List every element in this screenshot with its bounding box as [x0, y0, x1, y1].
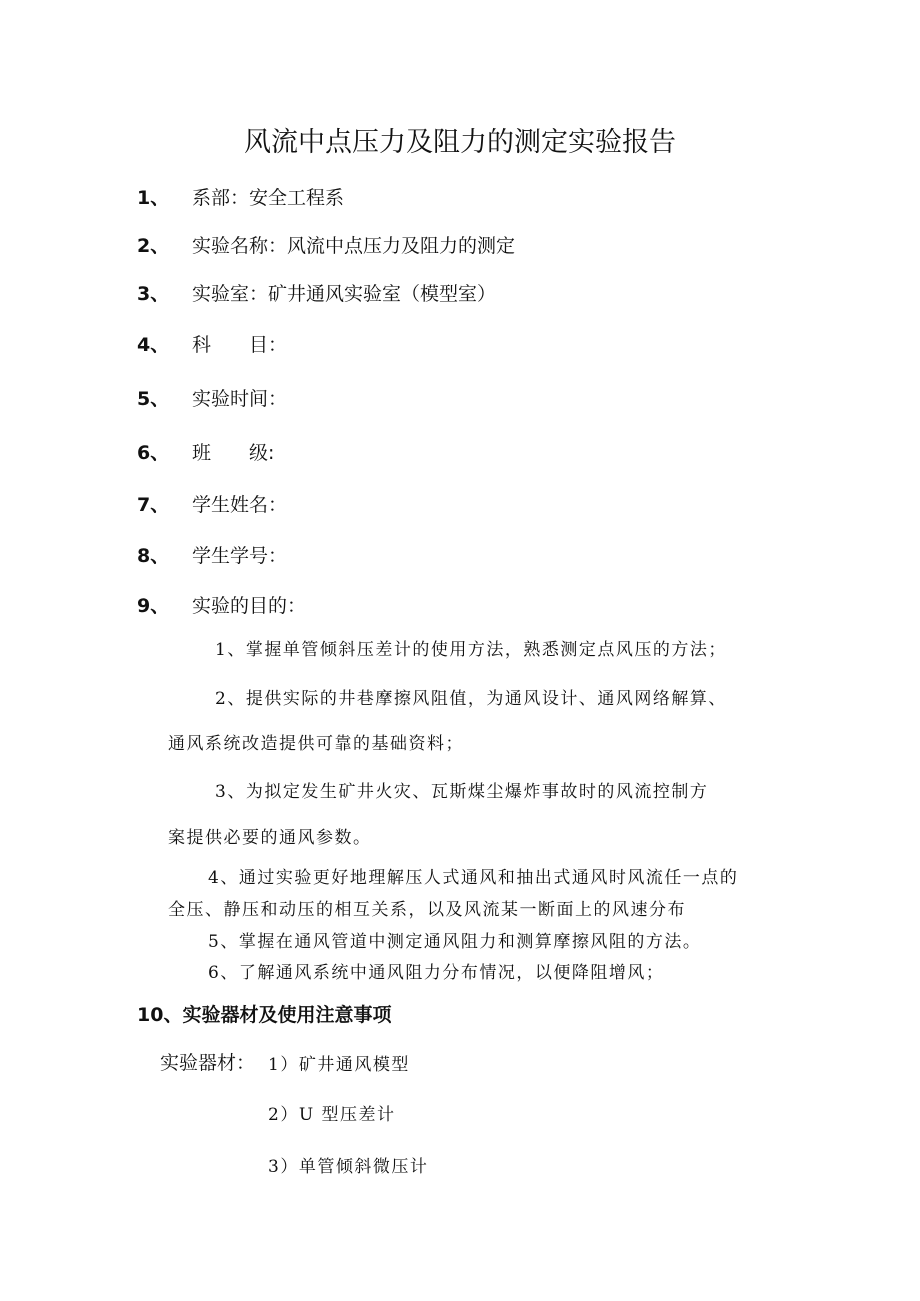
- department-label: 系部：安全工程系: [192, 187, 345, 209]
- item-number: 8、: [137, 545, 170, 567]
- equipment-item: 1）矿井通风模型: [268, 1055, 410, 1075]
- item-number: 2、: [137, 235, 170, 257]
- item-number: 3、: [137, 283, 170, 305]
- purpose-line: 6、了解通风系统中通风阻力分布情况，以便降阻增风；: [208, 963, 665, 983]
- purpose-line: 3、为拟定发生矿井火灾、瓦斯煤尘爆炸事故时的风流控制方: [215, 782, 709, 802]
- purpose-heading: 实验的目的：: [192, 595, 307, 617]
- section-10-heading: 10、实验器材及使用注意事项: [137, 1004, 392, 1026]
- student-name-label: 学生姓名：: [192, 494, 288, 516]
- student-id-label: 学生学号：: [192, 545, 288, 567]
- equipment-item: 3）单管倾斜微压计: [268, 1157, 429, 1177]
- equipment-label: 实验器材：: [160, 1052, 256, 1074]
- page-title: 风流中点压力及阻力的测定实验报告: [244, 127, 676, 158]
- item-number: 4、: [137, 334, 170, 356]
- purpose-line: 5、掌握在通风管道中测定通风阻力和测算摩擦风阻的方法。: [208, 932, 702, 952]
- purpose-line: 全压、静压和动压的相互关系，以及风流某一断面上的风速分布: [168, 900, 686, 920]
- purpose-line: 2、提供实际的井巷摩擦风阻值，为通风设计、通风网络解算、: [215, 689, 727, 709]
- laboratory-label: 实验室：矿井通风实验室（模型室）: [192, 283, 497, 305]
- purpose-line: 1、掌握单管倾斜压差计的使用方法，熟悉测定点风压的方法；: [215, 640, 727, 660]
- subject-label: 科 目：: [192, 334, 288, 356]
- experiment-time-label: 实验时间：: [192, 388, 288, 410]
- item-number: 6、: [137, 442, 170, 464]
- item-number: 9、: [137, 595, 170, 617]
- item-number: 5、: [137, 388, 170, 410]
- purpose-line: 案提供必要的通风参数。: [168, 828, 372, 848]
- item-number: 7、: [137, 494, 170, 516]
- class-label: 班 级:: [192, 442, 275, 464]
- equipment-item: 2）U 型压差计: [268, 1105, 396, 1125]
- experiment-name-label: 实验名称：风流中点压力及阻力的测定: [192, 235, 516, 257]
- item-number: 1、: [137, 187, 170, 209]
- purpose-line: 4、通过实验更好地理解压人式通风和抽出式通风时风流任一点的: [208, 868, 739, 888]
- purpose-line: 通风系统改造提供可靠的基础资料；: [168, 734, 464, 754]
